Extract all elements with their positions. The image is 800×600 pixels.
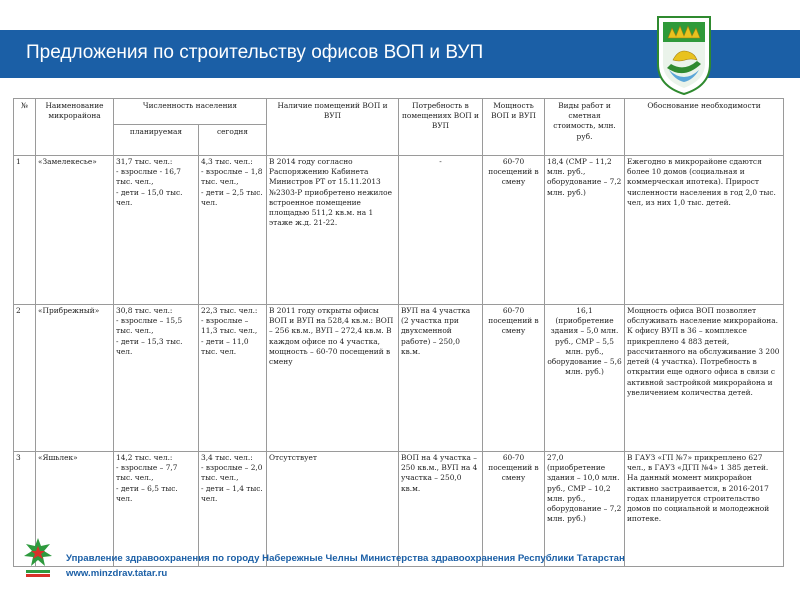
population-today-children: - дети – 11,0 тыс. чел. (201, 336, 249, 356)
district-name: «Замелекесье» (36, 156, 114, 305)
works-cell: 18,4 (СМР – 11,2 млн. руб., оборудование – 7,2 млн. руб.) (545, 156, 625, 305)
footer-organization: Управление здравоохранения по городу Набережные Челны Министерства здравоохранения Республики Татарстан (66, 553, 625, 564)
works-cell: 27,0 (приобретение здания – 10,0 млн. руб., СМР – 10,2 млн. руб., оборудование – 7,2 млн. руб.) (545, 452, 625, 567)
population-today-adults: - взрослые – 1,8 тыс. чел., (201, 167, 263, 187)
header-planned: планируемая (114, 125, 199, 156)
capacity-cell: 60-70 посещений в смену (483, 305, 545, 452)
population-today-adults: - взрослые – 2,0 тыс. чел., (201, 463, 263, 483)
population-today (199, 305, 267, 452)
population-planned (114, 305, 199, 452)
district-name: «Прибрежный» (36, 305, 114, 452)
header-district: Наименование микрорайона (36, 99, 114, 156)
justification-cell: Ежегодно в микрорайоне сдаются более 10 домов (социальная и коммерческая ипотека). Прирост численности населения в год 2,0 тыс. чел, из них 1,0 тыс. детей. (625, 156, 784, 305)
table-row (14, 305, 784, 452)
header-premises: Наличие помещений ВОП и ВУП (267, 99, 399, 156)
population-planned-total: 30,8 тыс. чел.: (116, 306, 173, 315)
population-planned-total: 14,2 тыс. чел.: (116, 453, 173, 462)
header-justification: Обоснование необходимости (625, 99, 784, 156)
population-today (199, 452, 267, 567)
row-number: 3 (14, 452, 36, 567)
population-today-total: 3,4 тыс. чел.: (201, 453, 253, 462)
premises-cell: В 2011 году открыты офисы ВОП и ВУП на 528,4 кв.м.: ВОП – 256 кв.м., ВУП – 272,4 кв.м. В каждом офисе по 4 участка, мощность – 60-70 посещений в смену (267, 305, 399, 452)
ministry-logo-icon (22, 536, 54, 580)
footer-url-link[interactable]: www.minzdrav.tatar.ru (66, 568, 168, 579)
row-number: 2 (14, 305, 36, 452)
population-today-total: 22,3 тыс. чел.: (201, 306, 258, 315)
city-emblem-icon (655, 14, 713, 96)
population-planned-total: 31,7 тыс. чел.: (116, 157, 173, 166)
district-name: «Яшьлек» (36, 452, 114, 567)
population-planned-adults: - взрослые - 16,7 тыс. чел., (116, 167, 181, 187)
population-planned-children: - дети – 6,5 тыс. чел. (116, 483, 178, 503)
need-cell: ВОП на 4 участка – 250 кв.м., ВУП на 4 участка – 250,0 кв.м. (399, 452, 483, 567)
table-row (14, 452, 784, 567)
population-today-children: - дети – 1,4 тыс. чел. (201, 483, 263, 503)
population-planned-children: - дети – 15,3 тыс. чел. (116, 336, 183, 356)
justification-cell: В ГАУЗ «ГП №7» прикреплено 627 чел., в ГАУЗ «ДГП №4» 1 385 детей. На данный момент микрорайон активно застраивается, в 2016-2017 годах планируется строительство домов по социальной и молодежной ипотеке. (625, 452, 784, 567)
premises-cell: Отсутствует (267, 452, 399, 567)
population-today-children: - дети – 2,5 тыс. чел. (201, 187, 263, 207)
proposals-table (13, 98, 784, 567)
header-population: Численность населения (114, 99, 267, 125)
population-today (199, 156, 267, 305)
capacity-cell: 60-70 посещений в смену (483, 156, 545, 305)
header-num: № (14, 99, 36, 156)
capacity-cell: 60-70 посещений в смену (483, 452, 545, 567)
population-planned (114, 452, 199, 567)
table-row (14, 156, 784, 305)
population-planned (114, 156, 199, 305)
justification-cell: Мощность офиса ВОП позволяет обслуживать население микрорайона. К офису ВУП в 36 – комплексе прикреплено 4 883 детей, рассчитанного на обслуживание 3 200 детей (4 участка). Потребность в открытии еще одного офиса в связи с активной застройкой микрорайона и увеличением количества детей. (625, 305, 784, 452)
proposals-table-container (13, 98, 783, 567)
population-planned-adults: - взрослые – 7,7 тыс. чел., (116, 463, 178, 483)
header-today: сегодня (199, 125, 267, 156)
population-today-total: 4,3 тыс. чел.: (201, 157, 253, 166)
header-works: Виды работ и сметная стоимость, млн. руб. (545, 99, 625, 156)
header-need: Потребность в помещениях ВОП и ВУП (399, 99, 483, 156)
header-capacity: Мощность ВОП и ВУП (483, 99, 545, 156)
page-title: Предложения по строительству офисов ВОП и ВУП (26, 42, 484, 63)
works-cell: 16,1 (приобретение здания – 5,0 млн. руб., СМР – 5,5 млн. руб., оборудование – 5,6 млн. руб.) (545, 305, 625, 452)
population-today-adults: - взрослые – 11,3 тыс. чел., (201, 316, 258, 336)
row-number: 1 (14, 156, 36, 305)
need-cell: ВУП на 4 участка (2 участка при двухсменной работе) – 250,0 кв.м. (399, 305, 483, 452)
need-cell: - (399, 156, 483, 305)
population-planned-children: - дети – 15,0 тыс. чел. (116, 187, 183, 207)
population-planned-adults: - взрослые – 15,5 тыс. чел., (116, 316, 183, 336)
premises-cell: В 2014 году согласно Распоряжению Кабинета Министров РТ от 15.11.2013 №2303-Р приобретено нежилое встроенное помещение площадью 511,2 кв.м. на 1 этаже ж.д. 21-22. (267, 156, 399, 305)
